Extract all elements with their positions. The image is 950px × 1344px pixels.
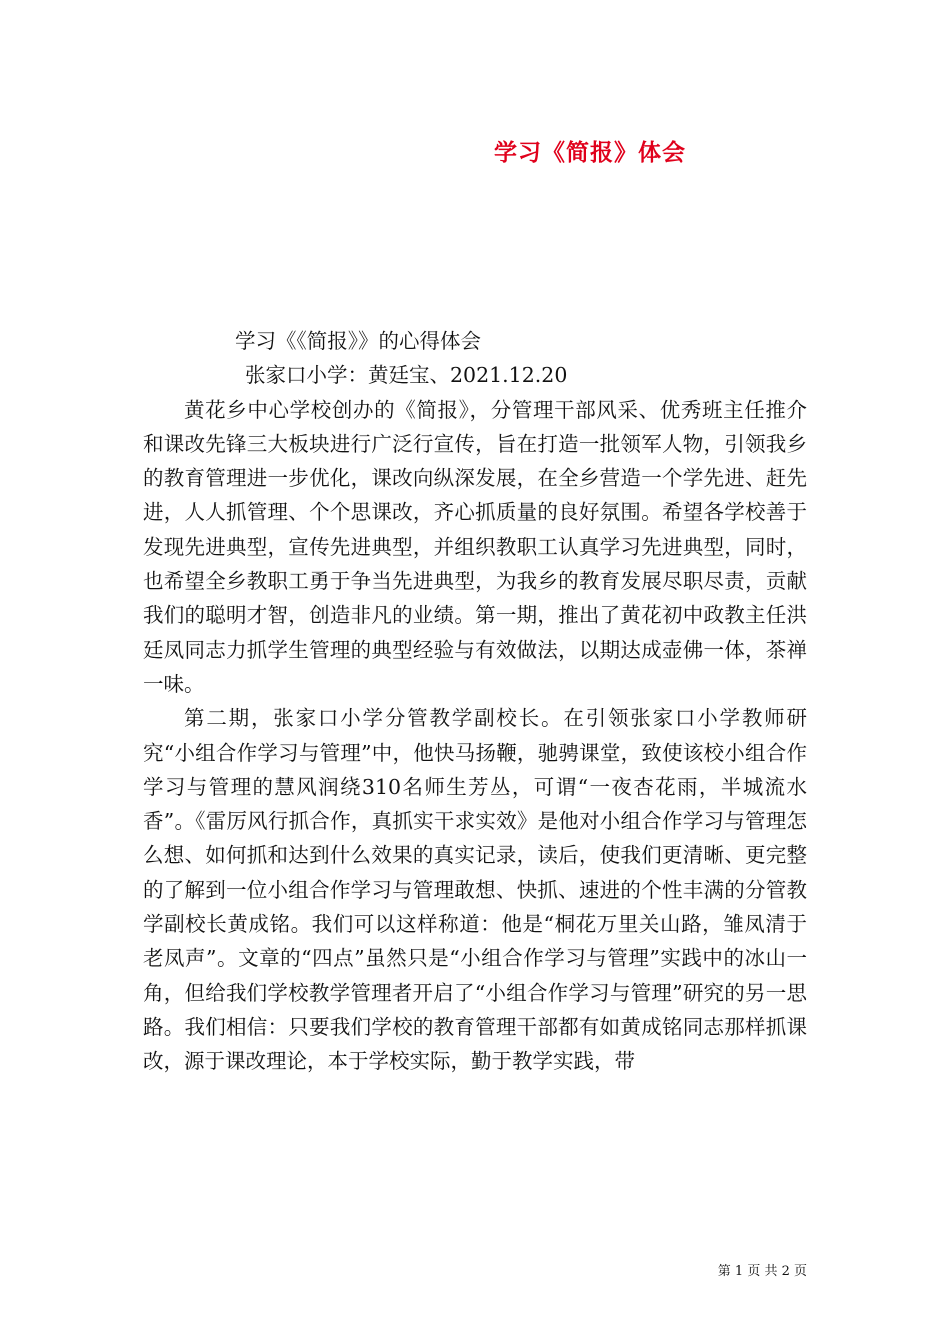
page-title: 学习《简报》体会 [494,140,686,166]
body-paragraph-2: 第二期，张家口小学分管教学副校长。在引领张家口小学教师研究“小组合作学习与管理”中，他快马扬鞭，驰骋课堂，致使该校小组合作学习与管理的慧风润绕310名师生芳丛，可谓“一夜杏花雨，半城流水香”。《雷厉风行抓合作，真抓实干求实效》是他对小组合作学习与管理怎么想、如何抓和达到什么效果的真实记录，读后，使我们更清晰、更完整的了解到一位小组合作学习与管理敢想、快抓、速进的个性丰满的分管教学副校长黄成铭。我们可以这样称道：他是“桐花万里关山路，雏凤清于老凤声”。文章的“四点”虽然只是“小组合作学习与管理”实践中的冰山一角，但给我们学校教学管理者开启了“小组合作学习与管理”研究的另一思路。我们相信：只要我们学校的教育管理干部都有如黄成铭同志那样抓课改，源于课改理论，本于学校实际，勤于教学实践，带 [143,706,807,1074]
document-body [143,324,807,1079]
author-line: 张家口小学：黄廷宝、2021.12.20 [245,363,568,388]
page-number: 第 1 页 共 2 页 [717,1264,807,1279]
document-subtitle: 学习《《简报》》的心得体会 [235,329,481,353]
body-paragraph-1: 黄花乡中心学校创办的《简报》，分管理干部风采、优秀班主任推介和课改先锋三大板块进行广泛行宣传，旨在打造一批领军人物，引领我乡的教育管理进一步优化，课改向纵深发展，在全乡营造一个学先进、赶先进，人人抓管理、个个思课改，齐心抓质量的良好氛围。希望各学校善于发现先进典型，宣传先进典型，并组织教职工认真学习先进典型，同时，也希望全乡教职工勇于争当先进典型，为我乡的教育发展尽职尽责，贡献我们的聪明才智，创造非凡的业绩。第一期，推出了黄花初中政教主任洪廷凤同志力抓学生管理的典型经验与有效做法，以期达成壶佛一体，茶禅一味。 [143,397,807,696]
